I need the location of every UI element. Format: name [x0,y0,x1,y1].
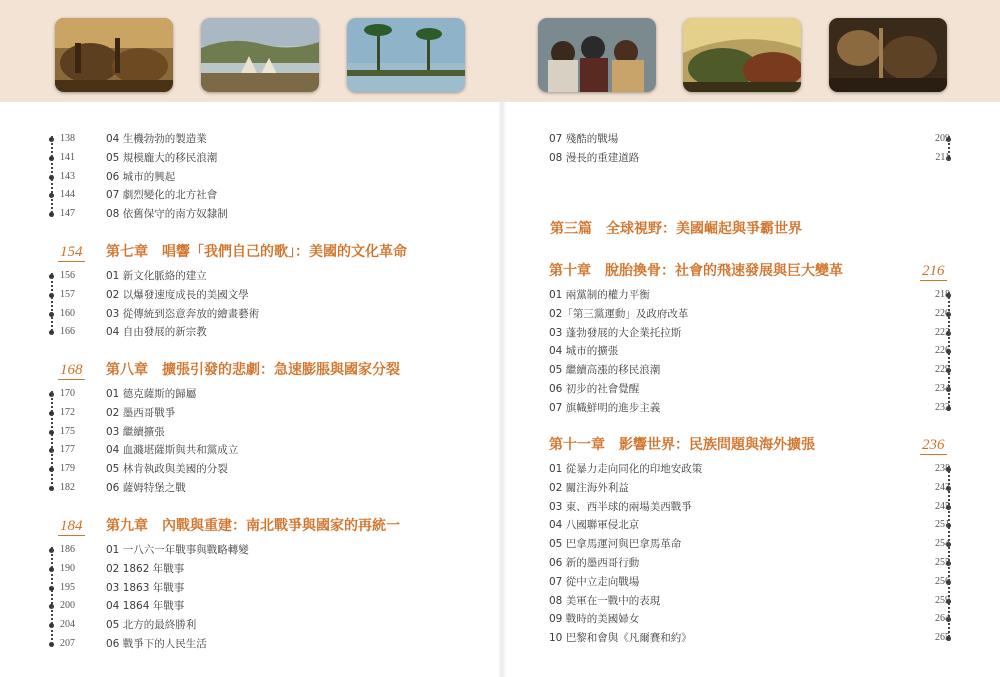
entry-title: 07 從中立走向戰場 [549,575,640,588]
entry-page-number: 157 [60,288,75,300]
entry-title: 01 新文化脈絡的建立 [106,270,207,282]
entry-title: 01 兩黨制的權力平衡 [549,289,650,301]
entry-title: 02 1862 年戰事 [106,562,185,575]
entry-page-number: 166 [60,326,75,338]
entry-page-number: 186 [60,544,75,555]
painting-thumbnail-1 [55,18,173,92]
toc-entry[interactable] [0,149,1000,167]
toc-entry[interactable] [0,305,1000,323]
entry-page-number: 264 [935,613,950,625]
entry-page-number: 141 [60,151,75,163]
painting-thumbnail-2 [201,18,319,92]
entry-title: 02「第三黨運動」及政府改革 [549,307,689,320]
chapter-page-number: 168 [60,359,83,381]
entry-page-number: 138 [60,133,75,144]
entry-title: 10 巴黎和會與《凡爾賽和約》 [549,632,692,645]
entry-page-number: 147 [60,208,75,220]
toc-entry[interactable] [0,516,1000,534]
entry-page-number: 229 [935,364,950,376]
entry-page-number: 177 [60,444,75,456]
entry-page-number: 255 [935,557,950,568]
painting-thumbnail-5 [683,18,801,92]
entry-title: 01 一八六一年戰事與戰略轉變 [106,544,249,556]
painting-thumbnail-3 [347,18,465,92]
entry-title: 08 美軍在一戰中的表現 [549,594,661,607]
entry-page-number: 182 [60,482,75,493]
entry-page-number: 234 [935,383,950,394]
entry-page-number: 254 [935,538,950,550]
chapter-title: 第七章 唱響「我們自己的歌」：美國的文化革命 [106,244,407,260]
entry-title: 06 新的墨西哥行動 [549,557,640,569]
toc-entry[interactable] [0,205,480,223]
entry-title: 02 關注海外利益 [549,481,629,494]
entry-title: 04 1864 年戰事 [106,600,185,613]
chapter-page-number: 236 [922,434,945,456]
toc-entry[interactable] [0,592,1000,610]
dotted-rule [948,466,950,641]
entry-title: 01 從暴力走向同化的印地安政策 [549,463,703,475]
entry-title: 06 初步的社會覺醒 [549,383,640,395]
entry-title: 01 德克薩斯的歸屬 [106,388,197,400]
entry-page-number: 190 [60,562,75,574]
entry-title: 05 林肯執政與美國的分裂 [106,463,228,476]
entry-page-number: 211 [935,151,950,163]
entry-page-number: 209 [935,133,950,144]
entry-page-number: 223 [935,326,950,338]
entry-page-number: 265 [935,632,950,644]
toc-entry[interactable] [0,342,1000,360]
entry-page-number: 144 [60,189,75,201]
toc-entry[interactable] [0,399,1000,417]
entry-title: 04 自由發展的新宗教 [106,326,207,339]
chapter-page-number: 154 [60,241,83,263]
toc-entry[interactable] [0,479,1000,497]
entry-page-number: 143 [60,170,75,182]
toc-entry[interactable] [0,629,1000,647]
entry-title: 04 生機勃勃的製造業 [106,133,207,145]
entry-page-number: 207 [60,638,75,649]
entry-page-number: 175 [60,425,75,437]
toc-entry[interactable] [0,168,480,186]
toc-entry[interactable] [0,573,1000,591]
entry-page-number: 179 [60,463,75,475]
dotted-rule [948,292,950,411]
chapter-title: 第八章 擴張引發的悲劇：急速膨脹與國家分裂 [106,362,400,378]
entry-title: 07 旗幟鮮明的進步主義 [549,401,661,414]
entry-page-number: 251 [935,519,950,531]
chapter-title: 第十章 脫胎換骨：社會的飛速發展與巨大變革 [549,263,843,279]
chapter-title: 第十一章 影響世界：民族問題與海外擴張 [549,437,815,453]
entry-title: 02 以爆發速度成長的美國文學 [106,288,249,301]
entry-title: 05 巴拿馬運河與巴拿馬革命 [549,538,682,551]
toc-entry[interactable] [0,186,480,204]
entry-title: 07 殘酷的戰場 [549,133,619,145]
toc-entry[interactable] [0,324,1000,342]
toc-entry[interactable] [0,610,1000,628]
entry-page-number: 172 [60,406,75,418]
entry-title: 02 墨西哥戰爭 [106,406,176,419]
entry-page-number: 232 [935,401,950,413]
chapter-page-number: 216 [922,260,945,282]
entry-title: 05 繼續高漲的移民浪潮 [549,364,661,377]
entry-title: 04 城市的擴張 [549,345,619,358]
toc-entry[interactable] [0,554,1000,572]
entry-page-number: 259 [935,594,950,606]
entry-title: 03 東、西半球的兩場美西戰爭 [549,500,692,513]
chapter-page-number: 184 [60,515,83,537]
chapter-heading[interactable] [0,260,1000,282]
entry-title: 06 薩姆特堡之戰 [106,482,186,494]
entry-title: 06 戰爭下的人民生活 [106,638,207,650]
entry-page-number: 195 [60,581,75,593]
toc-entry[interactable] [0,498,1000,516]
entry-title: 05 北方的最終勝利 [106,619,197,632]
entry-title: 03 從傳統到恣意奔放的繪畫藝術 [106,307,260,320]
entry-page-number: 245 [935,500,950,512]
entry-title: 05 規模龐大的移民浪潮 [106,151,218,164]
entry-page-number: 256 [935,575,950,587]
toc-entry[interactable] [0,460,1000,478]
entry-page-number: 243 [935,481,950,493]
entry-page-number: 226 [935,345,950,357]
chapter-title: 第九章 內戰與重建：南北戰爭與國家的再統一 [106,518,400,534]
entry-title: 04 血濺堪薩斯與共和黨成立 [106,444,239,457]
entry-title: 04 八國聯軍侵北京 [549,519,640,532]
toc-entry[interactable] [0,380,1000,398]
entry-page-number: 160 [60,307,75,319]
entry-page-number: 200 [60,600,75,612]
entry-page-number: 220 [935,307,950,319]
painting-thumbnail-4 [538,18,656,92]
toc-entry[interactable] [0,535,1000,553]
toc-entry[interactable] [0,361,1000,379]
toc-entry[interactable] [0,130,1000,148]
entry-page-number: 156 [60,270,75,281]
entry-title: 03 繼續擴張 [106,425,165,438]
toc-entry[interactable] [0,286,1000,304]
entry-title: 03 1863 年戰事 [106,581,185,594]
entry-page-number: 218 [935,289,950,300]
dotted-rule [948,136,950,161]
entry-title: 07 劇烈變化的北方社會 [106,189,218,202]
entry-page-number: 170 [60,388,75,399]
header-image-band [0,0,1000,102]
painting-thumbnail-6 [829,18,947,92]
chapter-heading[interactable] [0,434,1000,456]
entry-title: 08 漫長的重建道路 [549,151,640,164]
entry-page-number: 238 [935,463,950,474]
entry-title: 03 蓬勃發展的大企業托拉斯 [549,326,682,339]
entry-page-number: 204 [60,619,75,631]
part-title: 第三篇 全球視野：美國崛起與爭霸世界 [550,221,802,237]
entry-title: 09 戰時的美國婦女 [549,613,640,626]
entry-title: 06 城市的興起 [106,170,176,183]
entry-title: 08 依舊保守的南方奴隸制 [106,208,228,221]
